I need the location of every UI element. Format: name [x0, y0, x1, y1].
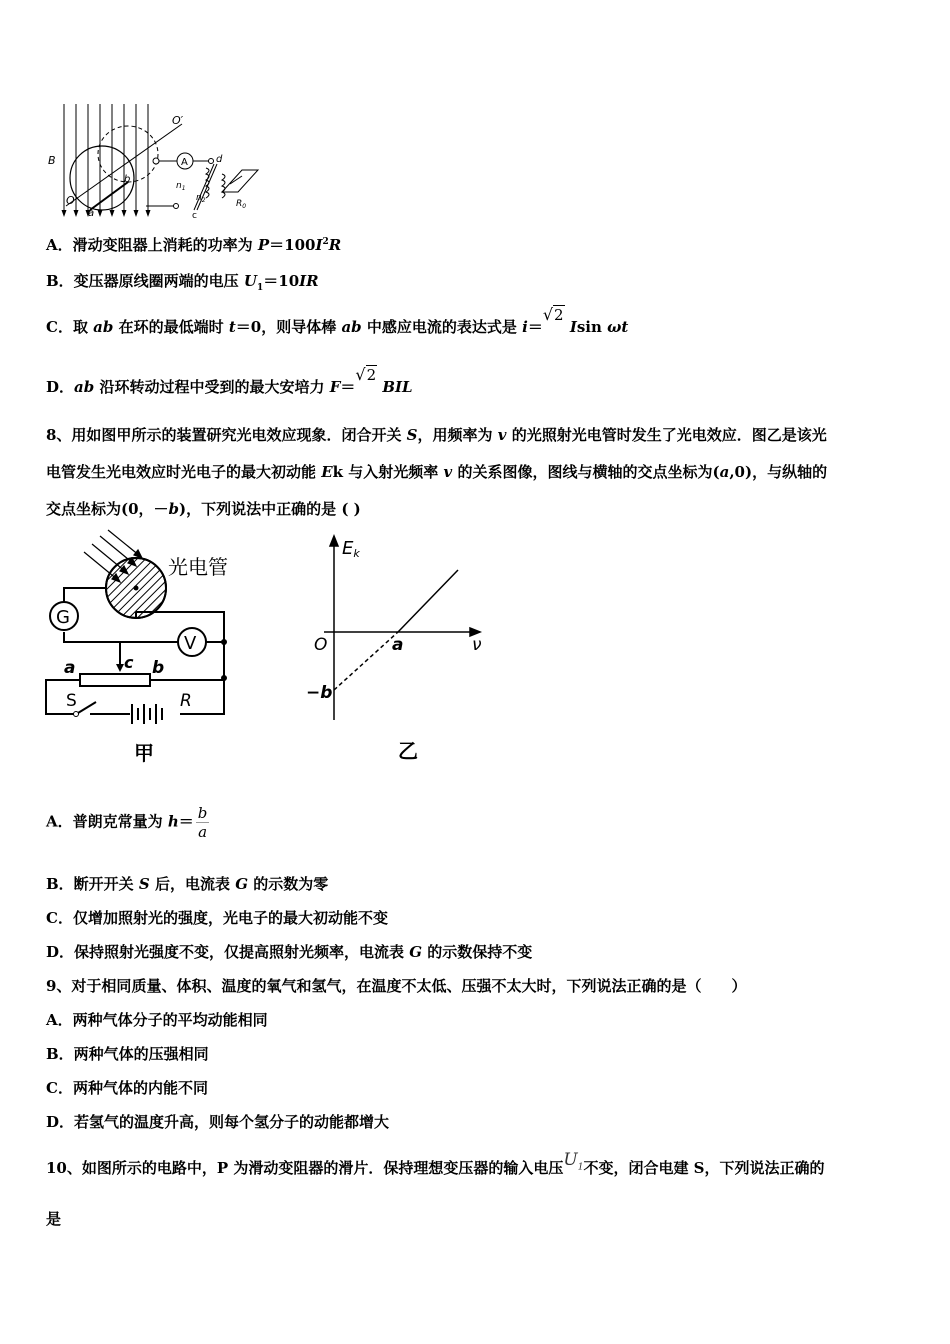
q7-option-c[interactable]: C．取 ab 在环的最低端时 t＝0，则导体棒 ab 中感应电流的表达式是 i＝√2 Isin ωt [46, 305, 629, 336]
svg-text:R0: $R_0$ [236, 199, 247, 210]
photocell-label: 光电管 [168, 555, 228, 579]
q10-stem-line-2: 是 [46, 1210, 62, 1228]
u1-symbol: $U_1$ [563, 1150, 584, 1173]
q9-stem: 9、对于相同质量、体积、温度的氧气和氢气，在温度不太低、压强不太大时，下列说法正确的是（ ） [46, 977, 747, 995]
svg-text:a: a [392, 635, 404, 655]
q10-stem-line-1: 10、如图所示的电路中，P 为滑动变阻器的滑片．保持理想变压器的输入电压$U_1$不变，闭合电建 S，下列说法正确的 [46, 1150, 825, 1177]
fraction-b-over-a: $\frac{b}{a}$ [197, 804, 208, 841]
figure-jia-caption: 甲 [134, 741, 154, 765]
q9-option-c[interactable]: C．两种气体的内能不同 [46, 1079, 208, 1097]
q7-option-b[interactable]: B．变压器原线圈两端的电压 $U_1=10IR$ [46, 272, 319, 293]
figure-jia-circuit [40, 528, 260, 768]
svg-text:O: O [314, 635, 328, 655]
ammeter-label: A [181, 157, 188, 168]
galvanometer-label: G [56, 607, 70, 628]
q8-stem-line-2: 电管发生光电效应时光电子的最大初动能 Ek 与入射光频率 v 的关系图像，图线与横轴的交点坐标为(a,0)，与纵轴的 [46, 463, 828, 481]
svg-text:ν: ν [472, 635, 482, 655]
svg-text:−b: −b [306, 683, 333, 703]
q9-option-a[interactable]: A．两种气体分子的平均动能相同 [46, 1011, 268, 1029]
q8-option-c[interactable]: C．仅增加照射光的强度，光电子的最大初动能不变 [46, 909, 388, 927]
q8-option-d[interactable]: D．保持照射光强度不变，仅提高照射光频率，电流表 G 的示数保持不变 [46, 943, 533, 961]
ek-graph-solid-line [398, 570, 458, 632]
q8-stem-line-1: 8、用如图甲所示的装置研究光电效应现象．闭合开关 S，用频率为 v 的光照射光电管时发生了光电效应．图乙是该光 [46, 426, 827, 444]
ek-graph-dashed-extension [334, 632, 398, 690]
voltmeter-label: V [184, 633, 197, 654]
q7-option-d[interactable]: D．ab 沿环转动过程中受到的最大安培力 F＝√2 BIL [46, 365, 413, 396]
q8-option-b[interactable]: B．断开开关 S 后，电流表 G 的示数为零 [46, 875, 329, 893]
q9-option-d[interactable]: D．若氢气的温度升高，则每个氢分子的动能都增大 [46, 1113, 390, 1131]
svg-text:n1: $n_1$ [176, 181, 186, 192]
q9-option-b[interactable]: B．两种气体的压强相同 [46, 1045, 209, 1063]
svg-text:O′: O′ [172, 114, 184, 127]
svg-text:b: b [152, 658, 165, 678]
svg-text:a: a [88, 208, 95, 219]
svg-text:d: d [216, 154, 223, 165]
svg-text:c: c [192, 211, 197, 221]
q8-option-a[interactable]: A．普朗克常量为 h＝ $\frac{b}{a}$ [46, 804, 208, 841]
figure-yi-caption: 乙 [398, 739, 418, 763]
figure-yi-ek-nu-graph [300, 528, 500, 768]
svg-text:B: B [48, 154, 56, 167]
svg-text:b: b [124, 174, 131, 185]
svg-text:Ek: Ek [342, 538, 360, 560]
svg-text:R: R [180, 691, 192, 711]
q7-option-a[interactable]: A．滑动变阻器上消耗的功率为 $P=100I^2R$ [46, 236, 342, 254]
svg-text:O: O [66, 194, 75, 207]
sqrt-2: √2 [542, 305, 564, 324]
q7-generator-transformer-diagram [46, 96, 276, 226]
svg-text:S: S [66, 691, 77, 711]
svg-text:c: c [124, 653, 134, 672]
q8-stem-line-3: 交点坐标为(0，－b)，下列说法中正确的是 ( ) [46, 500, 361, 518]
svg-text:n2: $n_2$ [196, 193, 206, 204]
sqrt-2: √2 [355, 365, 377, 384]
svg-text:a: a [64, 658, 76, 678]
